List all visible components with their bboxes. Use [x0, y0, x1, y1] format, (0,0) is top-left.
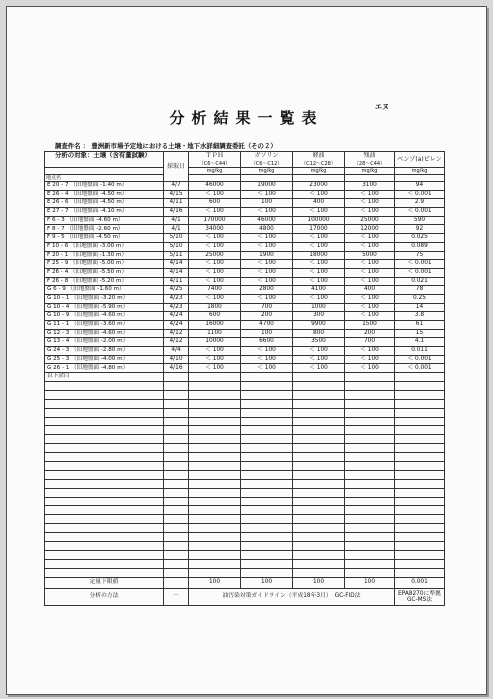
residual-cell: ＜ 100 [345, 234, 395, 243]
table-row [45, 225, 445, 234]
location-cell: F 10 - 6 （旧地盤面 -3.00 m） [45, 242, 164, 251]
residual-cell: 25000 [345, 216, 395, 225]
benzo-cell: 78 [395, 286, 445, 295]
diesel-cell: 1000 [293, 303, 345, 312]
location-cell: G 10 - 9 （旧地盤面 -4.60 m） [45, 312, 164, 321]
date-cell: 4/24 [164, 312, 189, 321]
gasoline-cell: 200 [241, 312, 293, 321]
unit-diesel: mg/kg [293, 168, 345, 175]
diesel-cell: ＜ 100 [293, 347, 345, 356]
benzo-cell: 14 [395, 303, 445, 312]
tph-cell: 10000 [189, 338, 241, 347]
location-cell: E 27 - 7 （旧地盤面 -4.10 m） [45, 208, 164, 217]
method-text: 油汚染対策ガイドライン（平成18年3月） GC-FID法 [189, 588, 395, 605]
tph-cell: 34000 [189, 225, 241, 234]
location-cell: G 24 - 3 （旧地盤面 -2.80 m） [45, 347, 164, 356]
table-row [45, 190, 445, 199]
unit-residual: mg/kg [345, 168, 395, 175]
diesel-cell: 18000 [293, 251, 345, 260]
date-cell: 4/16 [164, 208, 189, 217]
table-row [45, 251, 445, 260]
diesel-cell: ＜ 100 [293, 208, 345, 217]
benzo-cell: 0.25 [395, 294, 445, 303]
survey-name: 調査件名 ： 豊洲新市場予定地における土壌・地下水詳細調査委託（その２） [55, 142, 277, 150]
residual-cell: 3100 [345, 182, 395, 191]
gasoline-cell: ＜ 100 [241, 208, 293, 217]
gasoline-cell: ＜ 100 [241, 268, 293, 277]
analysis-target: 分析の対象：土壌（含有量試験） [55, 151, 151, 159]
residual-cell: ＜ 100 [345, 190, 395, 199]
blank-row [45, 515, 445, 524]
diesel-cell: 3500 [293, 338, 345, 347]
location-cell: F 8 - 7 （旧地盤面 -2.60 m） [45, 225, 164, 234]
date-cell: 4/25 [164, 286, 189, 295]
blank-row [45, 470, 445, 479]
residual-cell: ＜ 100 [345, 364, 395, 373]
date-cell: 4/14 [164, 260, 189, 269]
blank-row [45, 417, 445, 426]
table-row [45, 338, 445, 347]
limit-residual: 100 [345, 577, 395, 588]
tph-cell: 25000 [189, 251, 241, 260]
benzo-cell: ＜ 0.001 [395, 355, 445, 364]
diesel-cell: 400 [293, 199, 345, 208]
location-cell: G 6 - 9 （旧地盤面 -1.60 m） [45, 286, 164, 295]
table-row [45, 242, 445, 251]
diesel-cell: 9900 [293, 321, 345, 330]
table-row [45, 216, 445, 225]
benzo-cell: ＜ 0.001 [395, 190, 445, 199]
date-cell: 5/11 [164, 251, 189, 260]
gasoline-cell: 100 [241, 199, 293, 208]
blank-row [45, 559, 445, 568]
method-dash: － [164, 588, 189, 605]
location-cell: G 10 - 4 （旧地盤面 -5.90 m） [45, 303, 164, 312]
residual-cell: 1500 [345, 321, 395, 330]
date-cell: 4/11 [164, 199, 189, 208]
residual-cell: ＜ 100 [345, 199, 395, 208]
tph-cell: ＜ 100 [189, 208, 241, 217]
date-cell: 4/24 [164, 321, 189, 330]
gasoline-cell: 46000 [241, 216, 293, 225]
tph-cell: 1100 [189, 329, 241, 338]
benzo-cell: 590 [395, 216, 445, 225]
blank-row [45, 444, 445, 453]
diesel-header: 軽油 （C12～C28） [293, 152, 345, 168]
tph-cell: 16000 [189, 321, 241, 330]
method-label: 分析の方法 [45, 588, 164, 605]
tph-cell: ＜ 100 [189, 347, 241, 356]
table-row [45, 329, 445, 338]
tph-cell: 1800 [189, 303, 241, 312]
method-benzo: EPA8270に準拠 GC-MS法 [395, 588, 445, 605]
blank-row [45, 435, 445, 444]
tph-header: ＴＰＨ （C6～C44） [189, 152, 241, 168]
location-cell: F 26 - 8 （旧地盤面 -5.20 m） [45, 277, 164, 286]
table-row [45, 303, 445, 312]
results-table [44, 151, 445, 606]
date-cell: 4/12 [164, 338, 189, 347]
date-cell: 4/23 [164, 303, 189, 312]
blank-row [45, 426, 445, 435]
date-cell: 4/1 [164, 216, 189, 225]
date-cell: 4/1 [164, 225, 189, 234]
benzo-cell: 0.089 [395, 242, 445, 251]
limit-benzo: 0.001 [395, 577, 445, 588]
gasoline-cell: 700 [241, 303, 293, 312]
diesel-cell: ＜ 100 [293, 294, 345, 303]
table-row [45, 208, 445, 217]
tph-cell: ＜ 100 [189, 268, 241, 277]
blank-row [45, 390, 445, 399]
date-cell: 4/14 [164, 268, 189, 277]
table-row [45, 321, 445, 330]
location-cell: E 20 - 7 （旧地盤面 -1.40 m） [45, 182, 164, 191]
blank-row [45, 488, 445, 497]
residual-cell: 12000 [345, 225, 395, 234]
residual-cell: 5000 [345, 251, 395, 260]
blank-row [45, 453, 445, 462]
blank-row [45, 497, 445, 506]
gasoline-cell: ＜ 100 [241, 355, 293, 364]
gasoline-cell: ＜ 100 [241, 364, 293, 373]
table-row [45, 199, 445, 208]
blank-row [45, 479, 445, 488]
page-title: 分析結果一覧表 [169, 109, 324, 127]
blank-row [45, 542, 445, 551]
residual-cell: 400 [345, 286, 395, 295]
diesel-cell: 23000 [293, 182, 345, 191]
date-header: 採取日 [164, 152, 189, 182]
diesel-cell: ＜ 100 [293, 268, 345, 277]
benzo-cell: ＜ 0.001 [395, 260, 445, 269]
date-cell: 4/15 [164, 190, 189, 199]
limit-diesel: 100 [293, 577, 345, 588]
unit-gasoline: mg/kg [241, 168, 293, 175]
gasoline-cell: 2800 [241, 286, 293, 295]
benzo-cell: ＜ 0.001 [395, 208, 445, 217]
location-cell: E 26 - 4 （旧地盤面 -4.50 m） [45, 190, 164, 199]
residual-cell: ＜ 100 [345, 347, 395, 356]
date-cell: 5/10 [164, 242, 189, 251]
benzo-cell: 92 [395, 225, 445, 234]
location-cell: F 20 - 1 （旧地盤面 -1.30 m） [45, 251, 164, 260]
table-row [45, 277, 445, 286]
gasoline-cell: 4700 [241, 321, 293, 330]
tph-cell: ＜ 100 [189, 242, 241, 251]
benzo-cell: 2.9 [395, 199, 445, 208]
gasoline-cell: 100 [241, 329, 293, 338]
tph-cell: 46000 [189, 182, 241, 191]
blank-row [45, 533, 445, 542]
table-row [45, 294, 445, 303]
residual-cell: 200 [345, 329, 395, 338]
tph-cell: ＜ 100 [189, 260, 241, 269]
gasoline-cell: ＜ 100 [241, 242, 293, 251]
blank-row [45, 524, 445, 533]
gasoline-cell: 4800 [241, 225, 293, 234]
gasoline-cell: ＜ 100 [241, 277, 293, 286]
diesel-cell: ＜ 100 [293, 234, 345, 243]
benzo-cell: 3.8 [395, 312, 445, 321]
diesel-cell: 800 [293, 329, 345, 338]
location-cell: G 10 - 1 （旧地盤面 -3.20 m） [45, 294, 164, 303]
gasoline-cell: ＜ 100 [241, 347, 293, 356]
blank-row [45, 462, 445, 471]
corner-tag: エヌ [375, 103, 389, 111]
date-cell: 4/11 [164, 277, 189, 286]
table-row [45, 364, 445, 373]
benzo-cell: ＜ 0.001 [395, 268, 445, 277]
table-row [45, 355, 445, 364]
location-cell: G 11 - 1 （旧地盤面 -3.60 m） [45, 321, 164, 330]
table-row [45, 268, 445, 277]
residual-cell: ＜ 100 [345, 260, 395, 269]
table-row [45, 347, 445, 356]
diesel-cell: ＜ 100 [293, 260, 345, 269]
gasoline-cell: 1900 [241, 251, 293, 260]
below-blank-label: 以下余白 [45, 373, 164, 382]
diesel-cell: ＜ 100 [293, 277, 345, 286]
gasoline-cell: 19000 [241, 182, 293, 191]
benzo-cell: 0.021 [395, 277, 445, 286]
blank-row [45, 506, 445, 515]
gasoline-header: ガソリン （C6～C12） [241, 152, 293, 168]
residual-cell: 700 [345, 338, 395, 347]
residual-cell: ＜ 100 [345, 268, 395, 277]
tph-cell: 600 [189, 199, 241, 208]
gasoline-cell: ＜ 100 [241, 190, 293, 199]
unit-tph: mg/kg [189, 168, 241, 175]
tph-cell: ＜ 100 [189, 277, 241, 286]
benzo-cell: 94 [395, 182, 445, 191]
diesel-cell: 100000 [293, 216, 345, 225]
location-cell: G 12 - 3 （旧地盤面 -4.60 m） [45, 329, 164, 338]
table-row [45, 182, 445, 191]
diesel-cell: ＜ 100 [293, 364, 345, 373]
diesel-cell: ＜ 100 [293, 190, 345, 199]
date-cell: 5/10 [164, 234, 189, 243]
tph-cell: ＜ 100 [189, 234, 241, 243]
table-row [45, 286, 445, 295]
unit-benzo: mg/kg [395, 168, 445, 175]
blank-row [45, 568, 445, 577]
diesel-cell: 4100 [293, 286, 345, 295]
location-cell: G 13 - 4 （旧地盤面 -2.00 m） [45, 338, 164, 347]
tph-cell: ＜ 100 [189, 364, 241, 373]
residual-cell: ＜ 100 [345, 242, 395, 251]
blank-row [45, 399, 445, 408]
location-header: 地点名 [45, 175, 164, 182]
benzo-header: ベンゾ(a)ピレン [395, 152, 445, 168]
limit-gasoline: 100 [241, 577, 293, 588]
date-cell: 4/7 [164, 182, 189, 191]
diesel-cell: ＜ 100 [293, 242, 345, 251]
location-cell: F 26 - 4 （旧地盤面 -5.50 m） [45, 268, 164, 277]
diesel-cell: ＜ 100 [293, 355, 345, 364]
location-header-blank [45, 152, 164, 168]
benzo-cell: 0.025 [395, 234, 445, 243]
date-cell: 4/10 [164, 355, 189, 364]
limit-label: 定量下限値 [45, 577, 164, 588]
tph-cell: ＜ 100 [189, 355, 241, 364]
gasoline-cell: 6600 [241, 338, 293, 347]
gasoline-cell: ＜ 100 [241, 294, 293, 303]
tph-cell: ＜ 100 [189, 190, 241, 199]
gasoline-cell: ＜ 100 [241, 234, 293, 243]
residual-cell: ＜ 100 [345, 355, 395, 364]
tph-cell: 600 [189, 312, 241, 321]
date-cell: 4/16 [164, 364, 189, 373]
tph-cell: 170000 [189, 216, 241, 225]
diesel-cell: 17000 [293, 225, 345, 234]
residual-header: 残油 （28～C44） [345, 152, 395, 168]
location-cell: F 25 - 9 （旧地盤面 -5.00 m） [45, 260, 164, 269]
residual-cell: ＜ 100 [345, 208, 395, 217]
table-row [45, 260, 445, 269]
date-cell: 4/23 [164, 294, 189, 303]
limit-tph: 100 [189, 577, 241, 588]
location-cell: F 6 - 3 （旧地盤面 -4.60 m） [45, 216, 164, 225]
results-body [45, 182, 445, 578]
diesel-cell: 300 [293, 312, 345, 321]
benzo-cell: 75 [395, 251, 445, 260]
blank-row [45, 382, 445, 391]
benzo-cell: ＜ 0.001 [395, 364, 445, 373]
residual-cell: ＜ 100 [345, 312, 395, 321]
residual-cell: ＜ 100 [345, 303, 395, 312]
gasoline-cell: ＜ 100 [241, 260, 293, 269]
table-row [45, 234, 445, 243]
benzo-cell: 4.1 [395, 338, 445, 347]
blank-row [45, 550, 445, 559]
date-cell: 4/4 [164, 347, 189, 356]
benzo-cell: 0.011 [395, 347, 445, 356]
residual-cell: ＜ 100 [345, 277, 395, 286]
location-cell: F 9 - 5 （旧地盤面 -4.50 m） [45, 234, 164, 243]
location-cell: G 25 - 3 （旧地盤面 -4.00 m） [45, 355, 164, 364]
tph-cell: ＜ 100 [189, 294, 241, 303]
location-header-spacer [45, 168, 164, 175]
blank-row [45, 373, 445, 382]
benzo-cell: 61 [395, 321, 445, 330]
date-cell: 4/12 [164, 329, 189, 338]
residual-cell: ＜ 100 [345, 294, 395, 303]
location-cell: E 26 - 6 （旧地盤面 -4.50 m） [45, 199, 164, 208]
tph-cell: 7400 [189, 286, 241, 295]
table-row [45, 312, 445, 321]
blank-row [45, 408, 445, 417]
benzo-cell: 15 [395, 329, 445, 338]
location-cell: G 26 - 1 （旧地盤面 -4.80 m） [45, 364, 164, 373]
